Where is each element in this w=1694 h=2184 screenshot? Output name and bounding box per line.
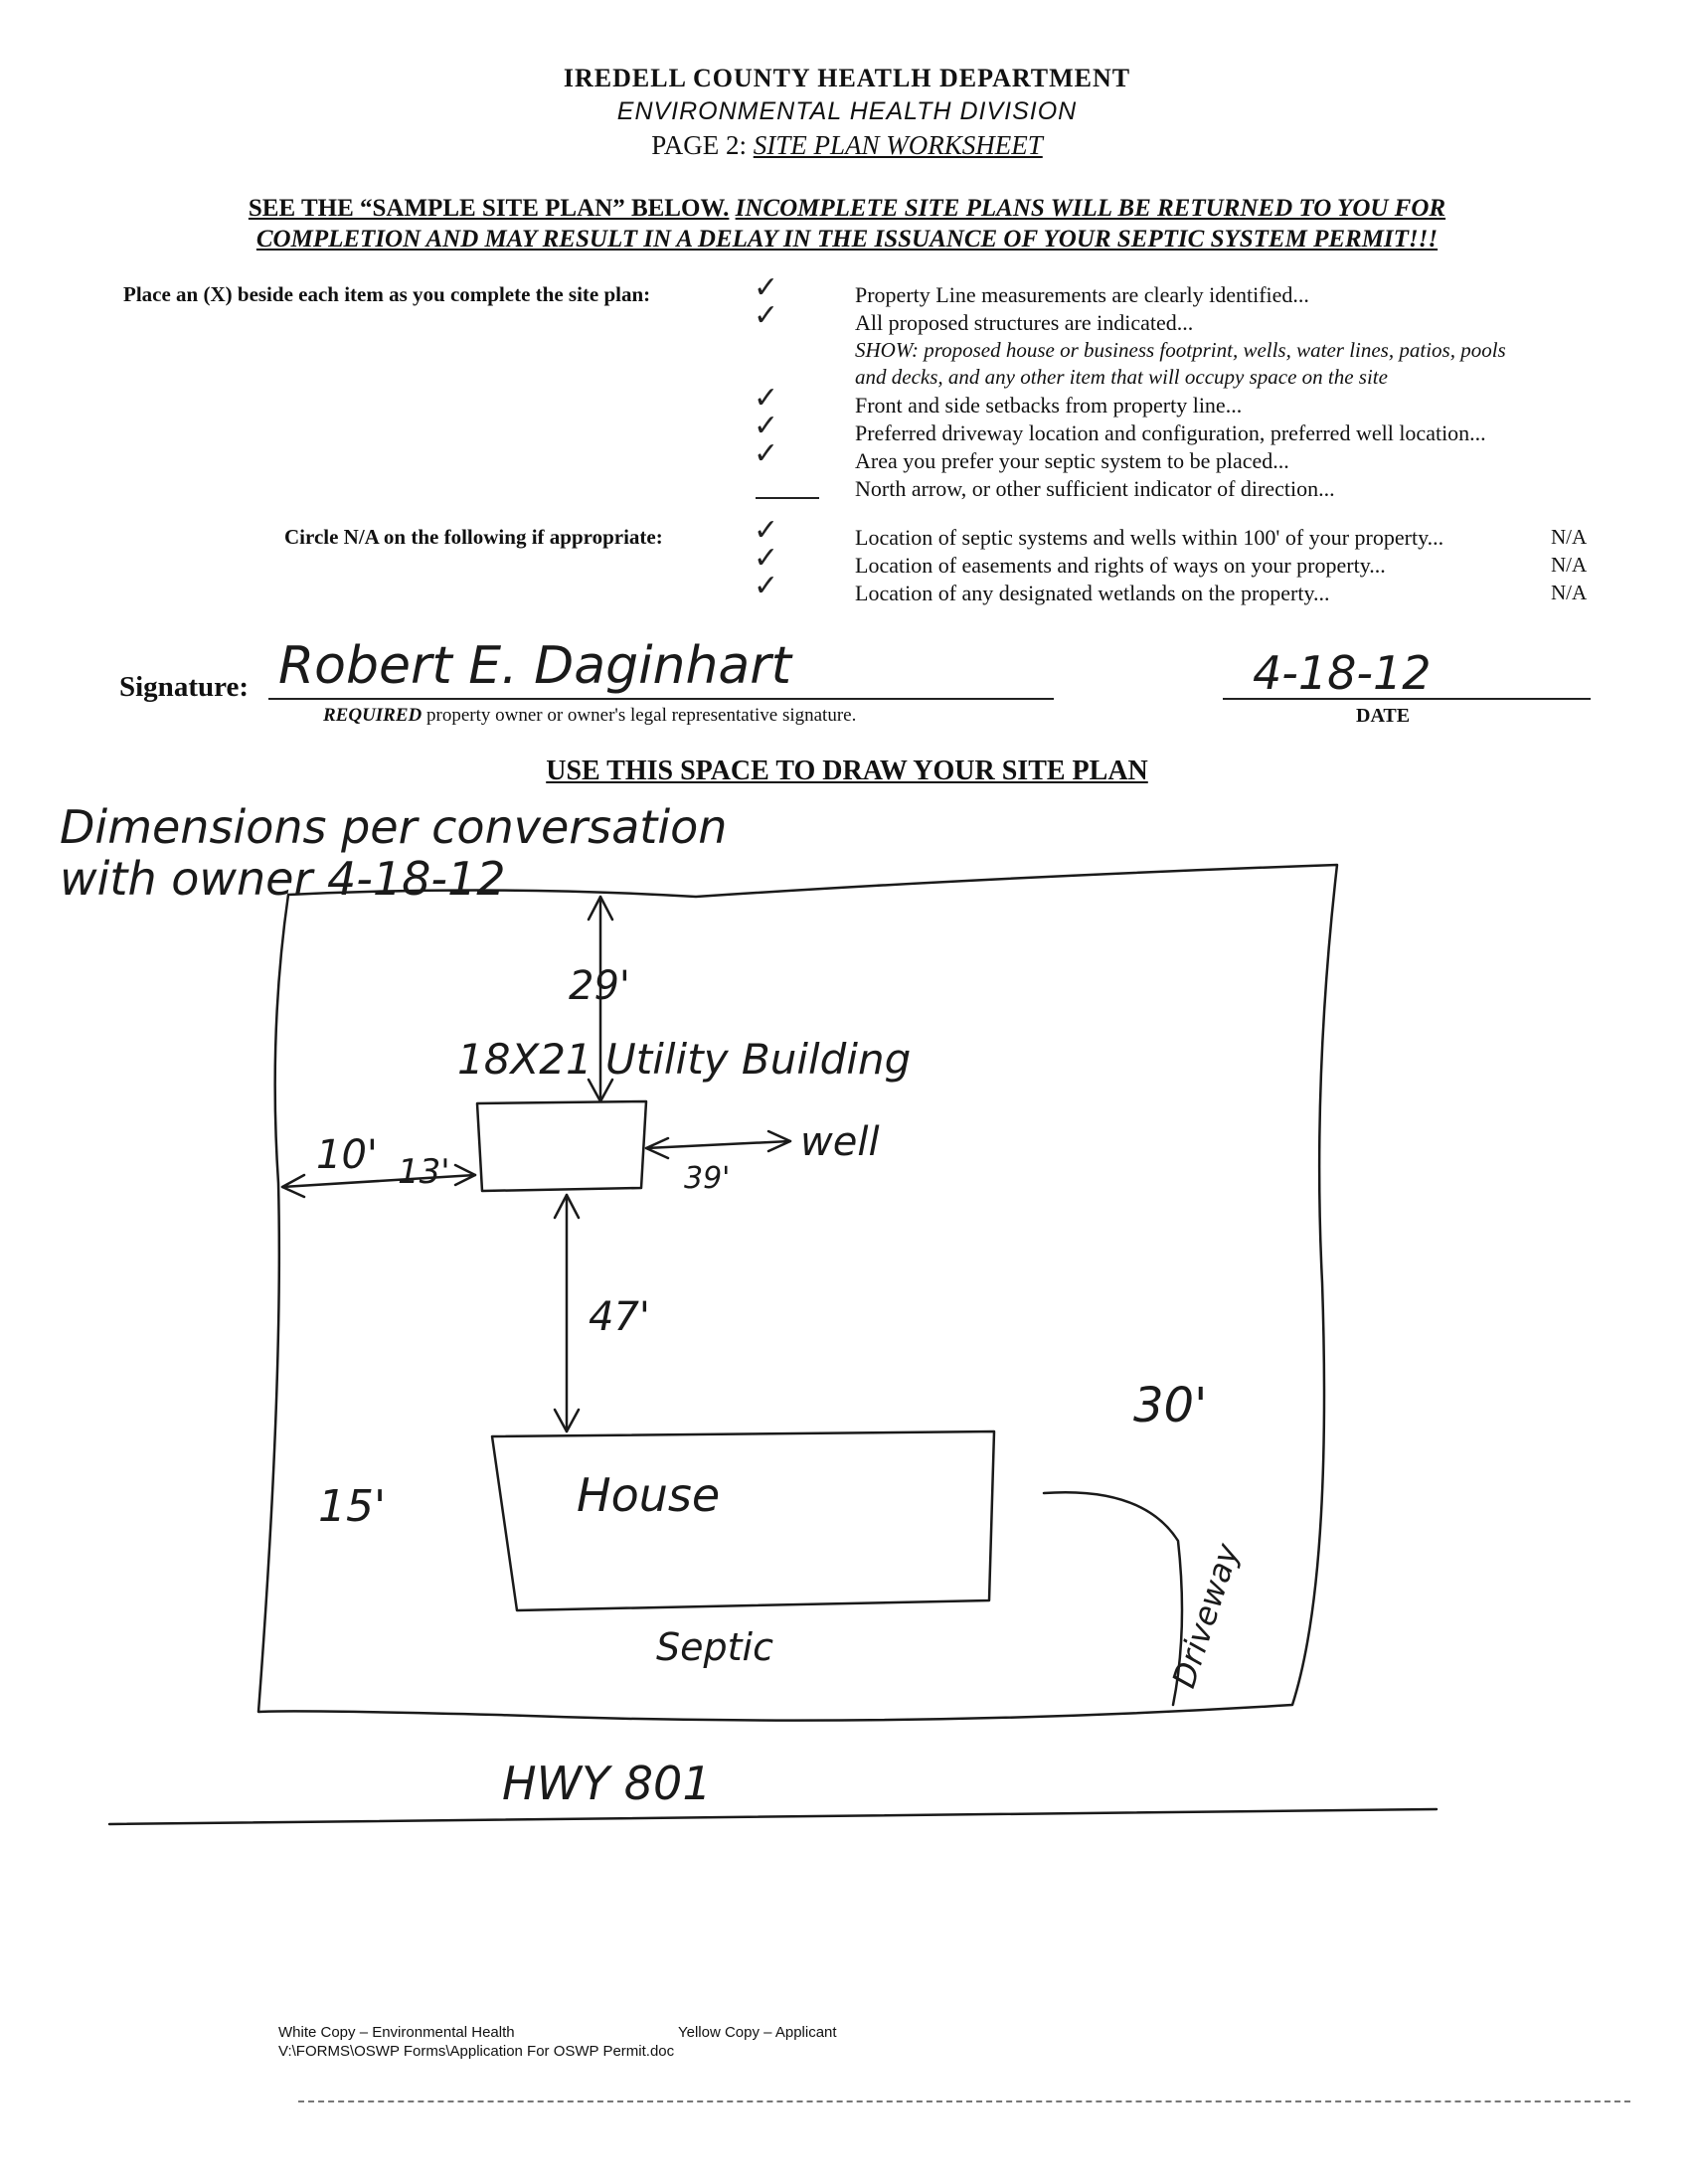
worksheet-title: SITE PLAN WORKSHEET [753,130,1043,160]
road-line [109,1809,1437,1824]
checklist-item: and decks, and any other item that will occupy space on the site [855,365,1388,389]
check-mark: ✓ [754,298,779,333]
notice-line2: COMPLETION AND MAY RESULT IN A DELAY IN THE ISSUANCE OF YOUR SEPTIC SYSTEM PERMIT!!! [255,226,1439,252]
well-distance-label: 39' [684,1161,731,1196]
checklist-item: SHOW: proposed house or business footprint, wells, water lines, patios, pools [855,338,1506,362]
check-mark: ✓ [754,513,779,548]
driveway-label: Driveway [1164,1539,1247,1693]
page-number: PAGE 2: [651,130,747,160]
plan-note-line1: Dimensions per conversation [60,800,728,854]
top-setback-label: 29' [569,963,630,1009]
footer-file-path: V:\FORMS\OSWP Forms\Application For OSWP Permit.doc [278,2043,675,2060]
signature-caption [323,705,856,727]
na-instruction: Circle N/A on the following if appropriate: [284,525,663,549]
date-line [1223,698,1591,700]
right-side-label: 30' [1133,1378,1208,1433]
well-distance-arrow [646,1141,790,1148]
left-setback-b: 13' [398,1152,450,1192]
na-label: N/A [1551,553,1588,577]
division-title: ENVIRONMENTAL HEALTH DIVISION [616,97,1078,125]
checklist-item: Front and side setbacks from property line... [855,393,1243,418]
driveway-path [1044,1492,1182,1705]
footer-white-copy: White Copy – Environmental Health [278,2024,515,2041]
date-label: DATE [1356,705,1411,727]
house-label: House [577,1468,721,1522]
na-item: Location of septic systems and wells within 100' of your property... [855,525,1444,550]
page-title [0,130,1694,161]
notice-line1 [0,195,1694,223]
checklist-item: Property Line measurements are clearly identified... [855,282,1309,307]
building-label: 18X21 Utility Building [457,1035,912,1084]
na-item: Location of any designated wetlands on the property... [855,581,1330,605]
checklist-item: North arrow, or other sufficient indicator of direction... [855,476,1335,501]
left-side-label: 15' [318,1481,387,1532]
septic-label: Septic [656,1625,773,1669]
check-mark: ✓ [754,381,779,416]
checklist-item: Area you prefer your septic system to be placed... [855,448,1289,473]
signature-line [268,698,1054,700]
property-boundary [258,865,1337,1721]
na-item: Location of easements and rights of ways on your property... [855,553,1386,578]
left-setback-a: 10' [316,1132,378,1178]
checklist-item: Preferred driveway location and configuration, preferred well location... [855,420,1486,445]
building-house-label: 47' [589,1294,650,1340]
caption-required: REQUIRED [323,705,423,726]
house-outline [492,1431,994,1610]
signature-label: Signature: [119,671,249,703]
caption-rest: property owner or owner's legal representative signature. [426,705,857,726]
site-plan-drawing [0,785,1694,1978]
na-label: N/A [1551,581,1588,604]
check-mark: ✓ [754,409,779,443]
footer-yellow-copy: Yellow Copy – Applicant [678,2024,837,2041]
notice-sample: SEE THE “SAMPLE SITE PLAN” BELOW. [248,195,730,222]
checklist-instruction: Place an (X) beside each item as you complete the site plan: [123,282,651,306]
notice-warning: INCOMPLETE SITE PLANS WILL BE RETURNED TO YOU FOR [735,195,1446,222]
blank-check-line [756,497,819,499]
date-handwritten: 4-18-12 [1253,646,1432,700]
road-label: HWY 801 [502,1757,712,1810]
department-title: IREDELL COUNTY HEATLH DEPARTMENT [563,64,1131,92]
plan-note-line2: with owner 4-18-12 [60,852,506,906]
signature-handwritten: Robert E. Daginhart [278,636,792,696]
utility-building-outline [477,1101,646,1191]
footer-edge-line [298,2100,1630,2102]
check-mark: ✓ [754,569,779,603]
check-mark: ✓ [754,270,779,305]
site-plan-heading: USE THIS SPACE TO DRAW YOUR SITE PLAN [546,756,1148,786]
check-mark: ✓ [754,436,779,471]
na-label: N/A [1551,525,1588,549]
checklist-item: All proposed structures are indicated... [855,310,1194,335]
check-mark: ✓ [754,541,779,576]
well-label: well [800,1119,880,1165]
